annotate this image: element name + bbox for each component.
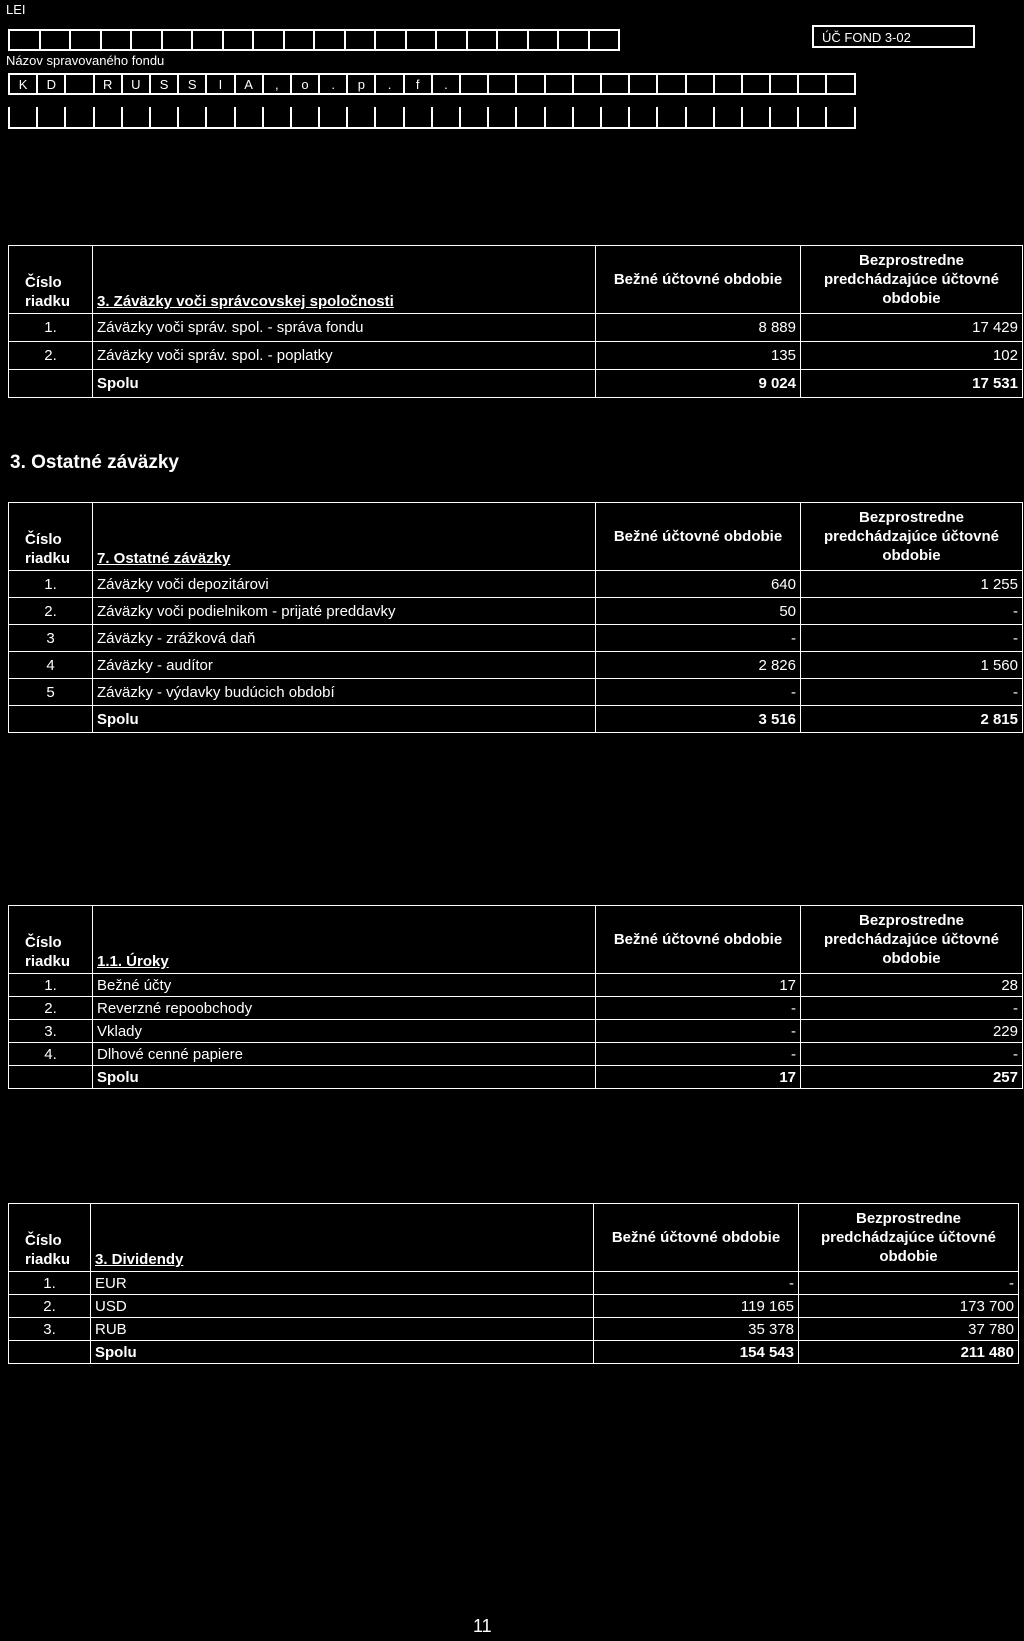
char-box <box>66 73 94 95</box>
char-box <box>207 107 235 129</box>
char-box <box>546 73 574 95</box>
char-box <box>10 29 41 51</box>
row-number: 1. <box>9 1272 91 1295</box>
current-period-header: Bežné účtovné obdobie <box>596 906 801 974</box>
char-box: S <box>151 73 179 95</box>
row-number: 4 <box>9 652 93 679</box>
char-box <box>827 73 855 95</box>
row-label: Záväzky - audítor <box>93 652 596 679</box>
lei-label: LEI <box>6 2 26 17</box>
char-box <box>433 107 461 129</box>
row-label: EUR <box>91 1272 594 1295</box>
char-box <box>602 107 630 129</box>
char-box <box>376 107 404 129</box>
current-period-value: 2 826 <box>596 652 801 679</box>
total-previous-value: 257 <box>801 1066 1023 1089</box>
total-label: Spolu <box>93 370 596 398</box>
char-box: A <box>236 73 264 95</box>
row-number-header: Číslo riadku <box>9 503 93 571</box>
char-box <box>102 29 133 51</box>
row-number: 2. <box>9 1295 91 1318</box>
char-box <box>405 107 433 129</box>
char-box <box>71 29 102 51</box>
char-box <box>658 73 686 95</box>
total-previous-value: 2 815 <box>801 706 1023 733</box>
char-box <box>529 29 560 51</box>
char-box <box>799 73 827 95</box>
char-box <box>489 73 517 95</box>
row-number: 2. <box>9 598 93 625</box>
row-number: 3. <box>9 1020 93 1043</box>
row-number: 3 <box>9 625 93 652</box>
char-box: . <box>433 73 461 95</box>
row-label: Záväzky voči správ. spol. - poplatky <box>93 342 596 370</box>
char-box <box>517 73 545 95</box>
char-box <box>574 73 602 95</box>
current-period-value: - <box>596 625 801 652</box>
row-number-header: Číslo riadku <box>9 1204 91 1272</box>
char-box <box>687 107 715 129</box>
total-previous-value: 211 480 <box>799 1341 1019 1364</box>
row-number: 1. <box>9 314 93 342</box>
char-box: p <box>348 73 376 95</box>
row-number-header: Číslo riadku <box>9 906 93 974</box>
char-box <box>163 29 194 51</box>
fund-name-grid-row-2 <box>8 107 856 129</box>
char-box <box>743 73 771 95</box>
previous-period-header: Bezprostredne predchádzajúce účtovné obdobie <box>799 1204 1019 1272</box>
row-label: Dlhové cenné papiere <box>93 1043 596 1066</box>
previous-period-value: 17 429 <box>801 314 1023 342</box>
table-row <box>9 571 1023 598</box>
total-row-number <box>9 706 93 733</box>
dividends-table <box>8 1203 1019 1364</box>
fund-name-label: Názov spravovaného fondu <box>6 53 165 68</box>
current-period-header: Bežné účtovné obdobie <box>596 246 801 314</box>
interest-income-table <box>8 905 1023 1089</box>
table-row <box>9 598 1023 625</box>
char-box <box>236 107 264 129</box>
char-box <box>254 29 285 51</box>
table-header-row <box>9 906 1023 974</box>
char-box <box>687 73 715 95</box>
char-box <box>224 29 255 51</box>
table-title: 1.1. Úroky <box>93 906 596 974</box>
row-label: Záväzky voči podielnikom - prijaté preddavky <box>93 598 596 625</box>
current-period-value: - <box>596 997 801 1020</box>
table-title: 3. Záväzky voči správcovskej spoločnosti <box>93 246 596 314</box>
current-period-value: 35 378 <box>594 1318 799 1341</box>
char-box <box>264 107 292 129</box>
char-box <box>574 107 602 129</box>
previous-period-value: 1 255 <box>801 571 1023 598</box>
char-box <box>461 107 489 129</box>
table-row <box>9 652 1023 679</box>
char-box <box>461 73 489 95</box>
table-row <box>9 1043 1023 1066</box>
page-number: 11 <box>473 1616 492 1636</box>
previous-period-value: - <box>801 625 1023 652</box>
char-box <box>630 73 658 95</box>
char-box <box>123 107 151 129</box>
char-box <box>498 29 529 51</box>
total-row <box>9 1341 1019 1364</box>
current-period-value: - <box>594 1272 799 1295</box>
current-period-value: 135 <box>596 342 801 370</box>
current-period-value: - <box>596 679 801 706</box>
char-box <box>771 73 799 95</box>
row-number: 1. <box>9 571 93 598</box>
table-header-row <box>9 1204 1019 1272</box>
char-box <box>346 29 377 51</box>
char-box: . <box>376 73 404 95</box>
previous-period-header: Bezprostredne predchádzajúce účtovné obdobie <box>801 906 1023 974</box>
table-row <box>9 625 1023 652</box>
previous-period-value: 28 <box>801 974 1023 997</box>
char-box <box>66 107 94 129</box>
total-previous-value: 17 531 <box>801 370 1023 398</box>
current-period-value: 640 <box>596 571 801 598</box>
row-number: 1. <box>9 974 93 997</box>
current-period-value: 17 <box>596 974 801 997</box>
char-box <box>285 29 316 51</box>
char-box: R <box>95 73 123 95</box>
char-box: U <box>123 73 151 95</box>
char-box <box>559 29 590 51</box>
char-box: , <box>264 73 292 95</box>
row-number: 5 <box>9 679 93 706</box>
table-row <box>9 997 1023 1020</box>
row-label: RUB <box>91 1318 594 1341</box>
table-row <box>9 314 1023 342</box>
total-current-value: 154 543 <box>594 1341 799 1364</box>
total-current-value: 3 516 <box>596 706 801 733</box>
char-box <box>193 29 224 51</box>
table-title: 7. Ostatné záväzky <box>93 503 596 571</box>
char-box <box>10 107 38 129</box>
table-row <box>9 679 1023 706</box>
total-label: Spolu <box>93 1066 596 1089</box>
total-row-number <box>9 1341 91 1364</box>
total-current-value: 9 024 <box>596 370 801 398</box>
char-box <box>292 107 320 129</box>
row-label: Záväzky - zrážková daň <box>93 625 596 652</box>
table-title: 3. Dividendy <box>91 1204 594 1272</box>
char-box <box>41 29 72 51</box>
previous-period-value: - <box>801 1043 1023 1066</box>
row-label: Vklady <box>93 1020 596 1043</box>
char-box <box>658 107 686 129</box>
char-box <box>715 73 743 95</box>
row-number: 2. <box>9 342 93 370</box>
char-box <box>38 107 66 129</box>
total-row-number <box>9 370 93 398</box>
row-number: 2. <box>9 997 93 1020</box>
previous-period-value: 37 780 <box>799 1318 1019 1341</box>
total-row <box>9 370 1023 398</box>
row-number: 4. <box>9 1043 93 1066</box>
previous-period-value: 1 560 <box>801 652 1023 679</box>
char-box <box>489 107 517 129</box>
current-period-header: Bežné účtovné obdobie <box>596 503 801 571</box>
char-box: . <box>320 73 348 95</box>
table-row <box>9 1318 1019 1341</box>
row-number: 3. <box>9 1318 91 1341</box>
char-box <box>468 29 499 51</box>
char-box: S <box>179 73 207 95</box>
char-box: o <box>292 73 320 95</box>
table-header-row <box>9 246 1023 314</box>
previous-period-value: - <box>801 997 1023 1020</box>
char-box <box>407 29 438 51</box>
char-box <box>590 29 621 51</box>
char-box <box>546 107 574 129</box>
table-header-row <box>9 503 1023 571</box>
char-box <box>799 107 827 129</box>
table-row <box>9 974 1023 997</box>
table-row <box>9 1295 1019 1318</box>
total-row <box>9 1066 1023 1089</box>
section-title-other-liabilities: 3. Ostatné záväzky <box>10 452 179 473</box>
previous-period-header: Bezprostredne predchádzajúce účtovné obdobie <box>801 503 1023 571</box>
liabilities-to-management-company-table <box>8 245 1023 398</box>
previous-period-header: Bezprostredne predchádzajúce účtovné obdobie <box>801 246 1023 314</box>
current-period-value: 119 165 <box>594 1295 799 1318</box>
previous-period-value: - <box>799 1272 1019 1295</box>
char-box <box>437 29 468 51</box>
char-box: K <box>10 73 38 95</box>
total-label: Spolu <box>91 1341 594 1364</box>
char-box <box>132 29 163 51</box>
row-label: Záväzky voči depozitárovi <box>93 571 596 598</box>
char-box <box>95 107 123 129</box>
char-box <box>771 107 799 129</box>
form-code-box: ÚČ FOND 3-02 <box>812 25 975 48</box>
row-label: Bežné účty <box>93 974 596 997</box>
row-label: Záväzky - výdavky budúcich období <box>93 679 596 706</box>
previous-period-value: - <box>801 679 1023 706</box>
char-box <box>348 107 376 129</box>
char-box: f <box>405 73 433 95</box>
char-box <box>151 107 179 129</box>
char-box <box>376 29 407 51</box>
fund-name-grid-row-1 <box>8 73 856 95</box>
current-period-value: - <box>596 1020 801 1043</box>
lei-grid <box>8 29 620 51</box>
previous-period-value: 102 <box>801 342 1023 370</box>
current-period-value: 50 <box>596 598 801 625</box>
other-liabilities-table <box>8 502 1023 733</box>
row-number-header: Číslo riadku <box>9 246 93 314</box>
current-period-header: Bežné účtovné obdobie <box>594 1204 799 1272</box>
previous-period-value: - <box>801 598 1023 625</box>
previous-period-value: 173 700 <box>799 1295 1019 1318</box>
total-row <box>9 706 1023 733</box>
char-box <box>517 107 545 129</box>
total-current-value: 17 <box>596 1066 801 1089</box>
row-label: Záväzky voči správ. spol. - správa fondu <box>93 314 596 342</box>
char-box <box>827 107 855 129</box>
current-period-value: - <box>596 1043 801 1066</box>
char-box <box>715 107 743 129</box>
previous-period-value: 229 <box>801 1020 1023 1043</box>
char-box <box>315 29 346 51</box>
char-box <box>630 107 658 129</box>
current-period-value: 8 889 <box>596 314 801 342</box>
table-row <box>9 1020 1023 1043</box>
char-box <box>602 73 630 95</box>
char-box <box>320 107 348 129</box>
row-label: USD <box>91 1295 594 1318</box>
char-box: D <box>38 73 66 95</box>
row-label: Reverzné repoobchody <box>93 997 596 1020</box>
total-label: Spolu <box>93 706 596 733</box>
char-box: I <box>207 73 235 95</box>
char-box <box>179 107 207 129</box>
char-box <box>743 107 771 129</box>
table-row <box>9 1272 1019 1295</box>
table-row <box>9 342 1023 370</box>
total-row-number <box>9 1066 93 1089</box>
